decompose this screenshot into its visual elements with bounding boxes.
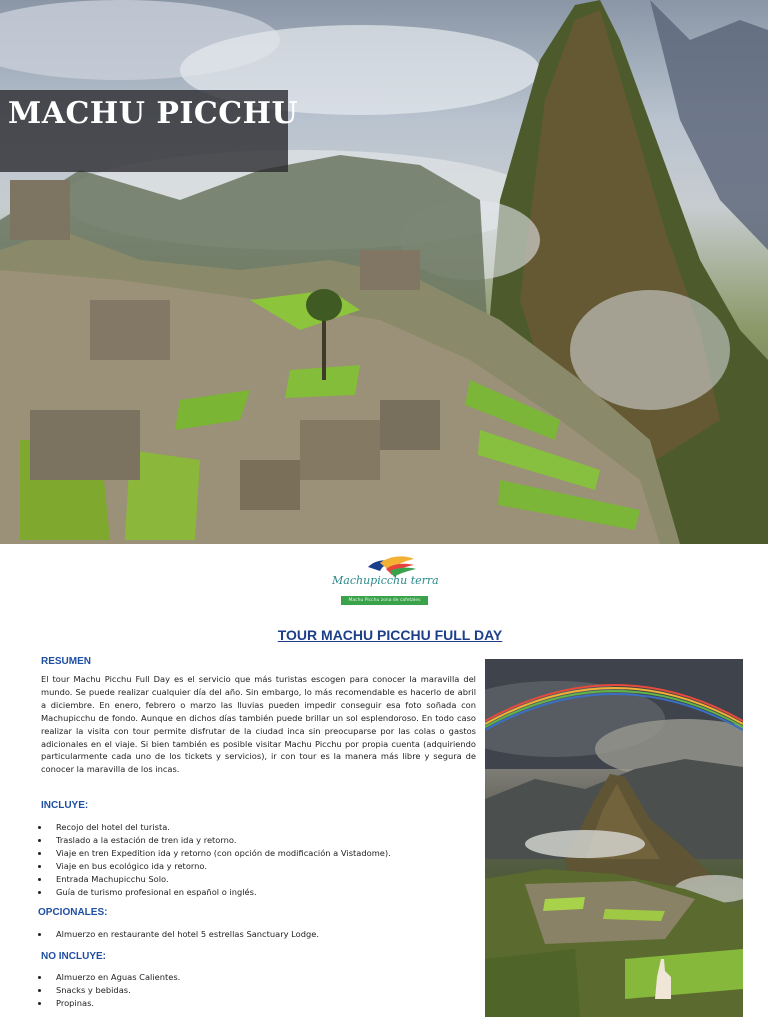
list-item: Guía de turismo profesional en español o inglés.: [38, 886, 391, 899]
resumen-heading: RESUMEN: [41, 656, 92, 667]
incluye-heading: INCLUYE:: [41, 800, 89, 811]
hero-title: MACHU PICCHU: [8, 96, 299, 131]
brand-name: Machupicchu terra: [332, 574, 439, 587]
list-item: Almuerzo en restaurante del hotel 5 estrellas Sanctuary Lodge.: [38, 928, 319, 941]
incluye-list: [38, 821, 391, 898]
no-incluye-list: [38, 971, 180, 1010]
document-title: TOUR MACHU PICCHU FULL DAY: [277, 627, 503, 643]
opcionales-list: [38, 928, 319, 941]
resumen-paragraph: El tour Machu Picchu Full Day es el servicio que más turistas escogen para conocer la maravilla del mundo. Se puede realizar cualquier día del año. Sin embargo, lo más recomendable es hacerlo de abril a diciembre. En enero, febrero o marzo las lluvias pueden impedir conseguir esa foto soñada con Machupicchu de fondo. Aunque en dichos días también puede brillar un sol esplendoroso. En todo caso realizar la visita con tour permite disfrutar de la ciudad inca sin preocuparse por las colas o gastos adicionales en el viaje. Si bien también es posible visitar Machu Picchu por propia cuenta (adquiriendo particularmente cada uno de los tickets y servicios), ir con tour es la manera más libre y segura de conocer la maravilla de los incas.: [41, 674, 476, 775]
list-item: Entrada Machupicchu Solo.: [38, 873, 391, 886]
list-item: Viaje en bus ecológico ida y retorno.: [38, 860, 391, 873]
side-landscape-illustration: [485, 659, 743, 1017]
opcionales-heading: OPCIONALES:: [38, 907, 108, 918]
list-item: Viaje en tren Expedition ida y retorno (con opción de modificación a Vistadome).: [38, 847, 391, 860]
list-item: Recojo del hotel del turista.: [38, 821, 391, 834]
brand-tagline: Machu Picchu zona de cafetales: [341, 596, 428, 605]
list-item: Snacks y bebidas.: [38, 984, 180, 997]
no-incluye-heading: NO INCLUYE:: [41, 951, 106, 962]
list-item: Almuerzo en Aguas Calientes.: [38, 971, 180, 984]
list-item: Traslado a la estación de tren ida y retorno.: [38, 834, 391, 847]
list-item: Propinas.: [38, 997, 180, 1010]
side-photo: [485, 659, 743, 1017]
